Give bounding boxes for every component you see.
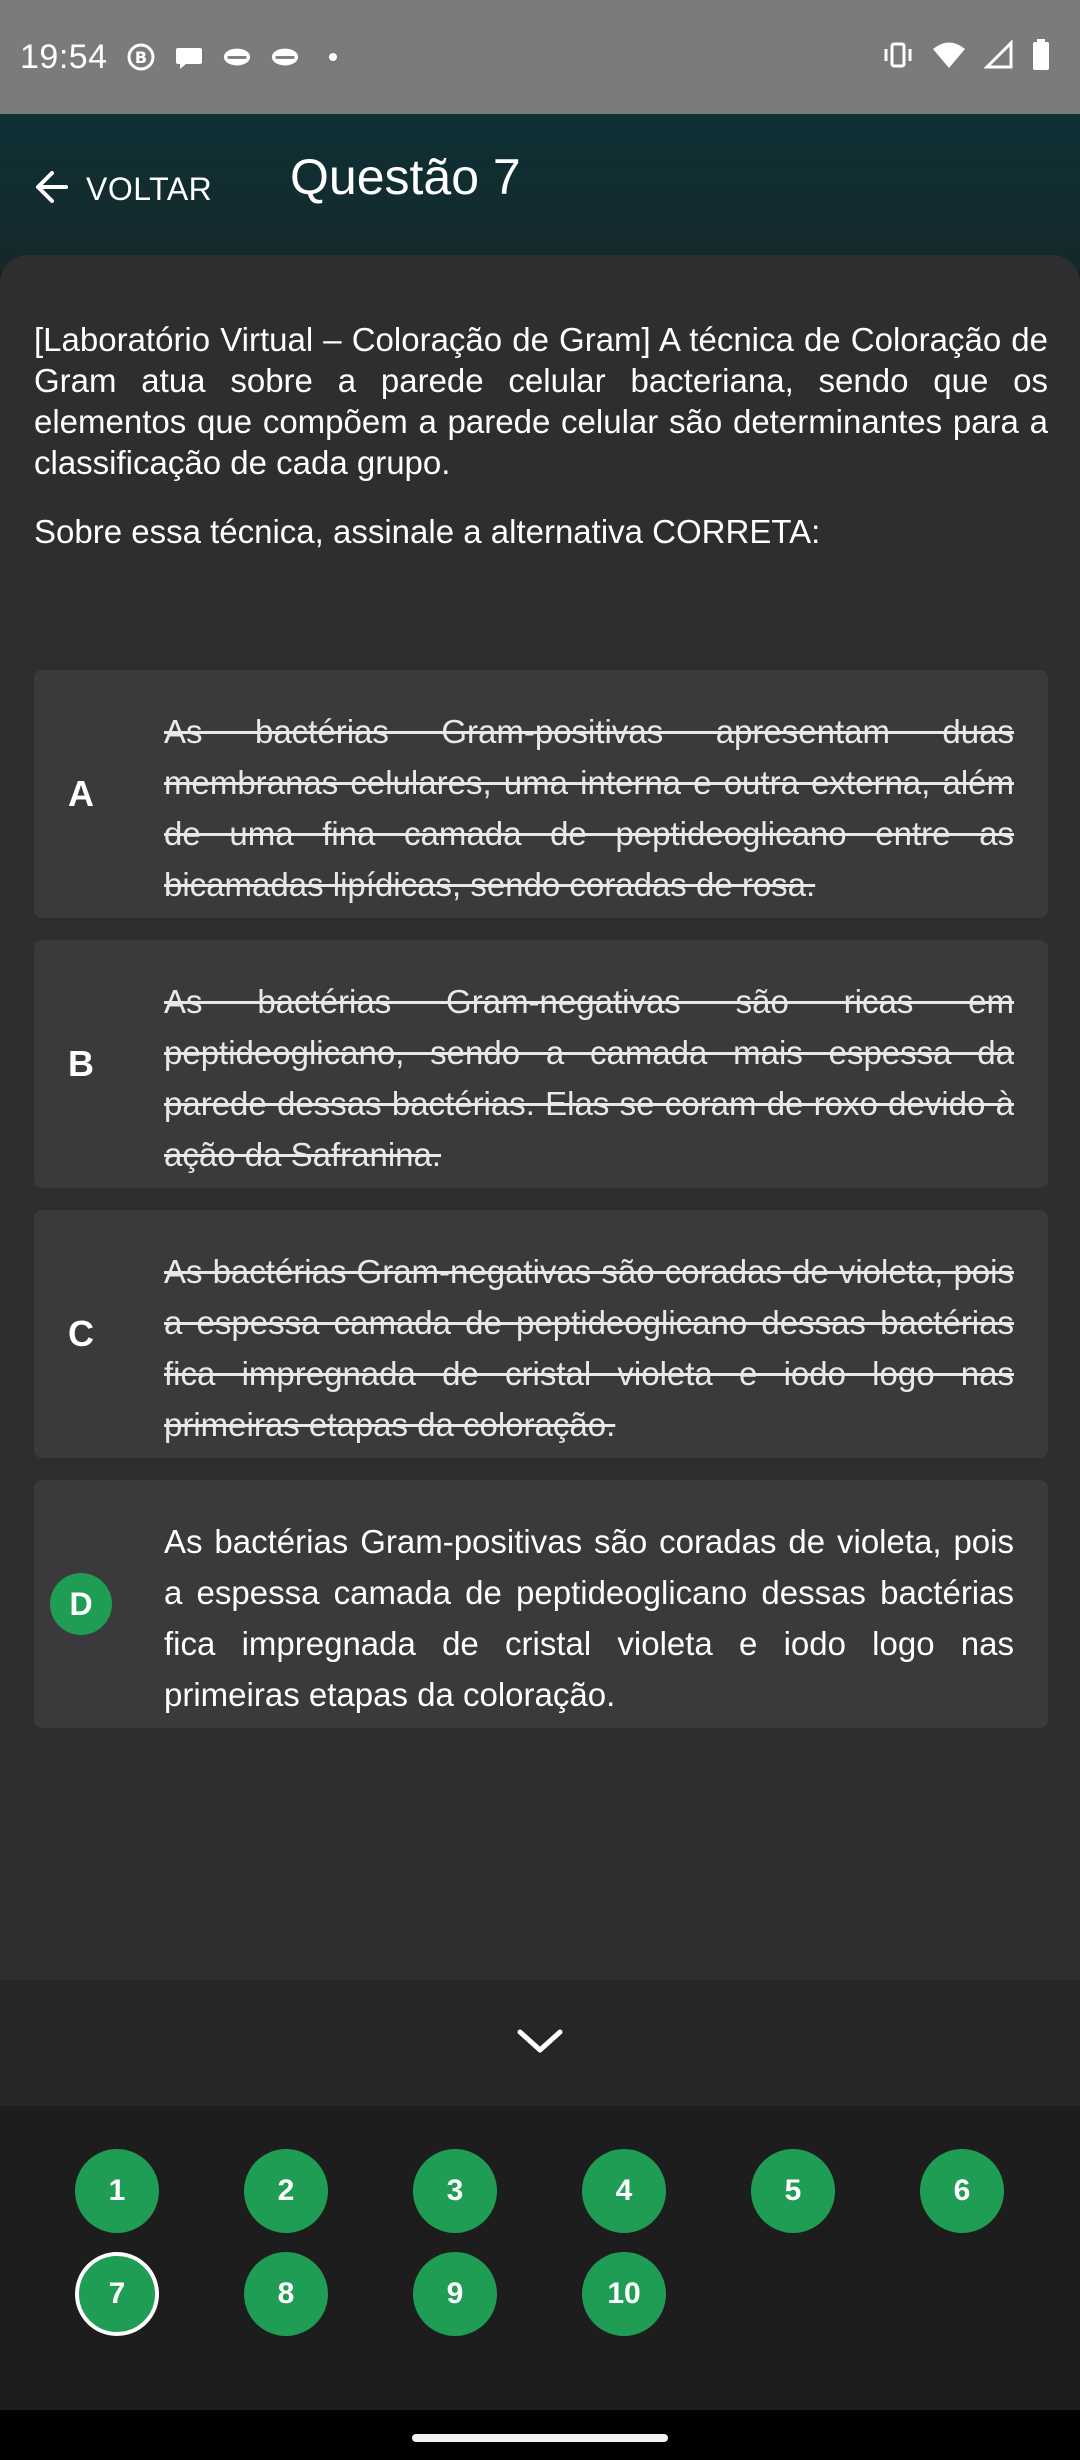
question-instruction: Sobre essa técnica, assinale a alternativa CORRETA: [34, 513, 821, 550]
cloud-icon [270, 42, 300, 72]
option-text: As bactérias Gram-negativas são ricas em peptideoglicano, sendo a camada mais espessa da parede dessas bactérias. Elas se coram de roxo devido à ação da Safranina. [164, 983, 1014, 1173]
status-left [20, 38, 348, 77]
question-nav-button[interactable]: 8 [244, 2252, 328, 2336]
option-text: As bactérias Gram-positivas apresentam duas membranas celulares, uma interna e outra externa, além de uma fina camada de peptideoglicano entre as bicamadas lipídicas, sendo coradas de rosa. [164, 713, 1014, 903]
question-nav-button[interactable]: 5 [751, 2149, 835, 2233]
option-letter: C [68, 1313, 94, 1354]
arrow-left-icon [30, 167, 70, 212]
question-nav-button[interactable]: 1 [75, 2149, 159, 2233]
question-nav-button[interactable]: 6 [920, 2149, 1004, 2233]
option-letter-selected: D [34, 1480, 128, 1728]
cloud-icon [222, 42, 252, 72]
gesture-handle[interactable] [412, 2434, 668, 2442]
question-nav-button[interactable]: 9 [413, 2252, 497, 2336]
option-a[interactable] [34, 670, 1048, 918]
b-badge-icon [126, 42, 156, 72]
question-text: [Laboratório Virtual – Coloração de Gram] A técnica de Coloração de Gram atua sobre a parede celular bacteriana, sendo que os elementos que compõem a parede celular são determinantes para a classificação de cada grupo. [34, 321, 1048, 481]
vibrate-icon [882, 40, 914, 75]
chat-bubble-icon [174, 42, 204, 72]
gesture-navigation-area [0, 2410, 1080, 2460]
app-header [0, 114, 1080, 270]
status-right [882, 39, 1050, 76]
collapse-button[interactable] [0, 1980, 1080, 2106]
option-letter: A [68, 773, 94, 814]
battery-icon [1032, 39, 1050, 76]
back-button[interactable] [30, 154, 212, 224]
option-c[interactable] [34, 1210, 1048, 1458]
wifi-icon [932, 40, 966, 75]
status-time: 19:54 [20, 37, 108, 76]
question-nav-button[interactable]: 2 [244, 2149, 328, 2233]
chevron-down-icon [516, 2026, 564, 2061]
back-label: VOLTAR [86, 170, 213, 207]
question-nav-button[interactable]: 4 [582, 2149, 666, 2233]
question-nav-button[interactable]: 10 [582, 2252, 666, 2336]
question-card [0, 255, 1080, 1980]
question-nav-button[interactable]: 3 [413, 2149, 497, 2233]
question-navigation [0, 2106, 1080, 2410]
page-title: Questão 7 [290, 149, 521, 205]
option-d[interactable] [34, 1480, 1048, 1728]
dot-icon [318, 42, 348, 72]
signal-icon [984, 40, 1014, 75]
status-bar [0, 0, 1080, 114]
option-text: As bactérias Gram-negativas são coradas de violeta, pois a espessa camada de peptideoglicano dessas bactérias fica impregnada de cristal violeta e iodo logo nas primeiras etapas da coloração. [164, 1253, 1014, 1443]
option-text: As bactérias Gram-positivas são coradas de violeta, pois a espessa camada de peptideoglicano dessas bactérias fica impregnada de cristal violeta e iodo logo nas primeiras etapas da coloração. [164, 1523, 1014, 1713]
question-nav-button-current[interactable]: 7 [75, 2252, 159, 2336]
option-letter: B [68, 1043, 94, 1084]
option-b[interactable] [34, 940, 1048, 1188]
svg-text:B: B [134, 48, 147, 67]
